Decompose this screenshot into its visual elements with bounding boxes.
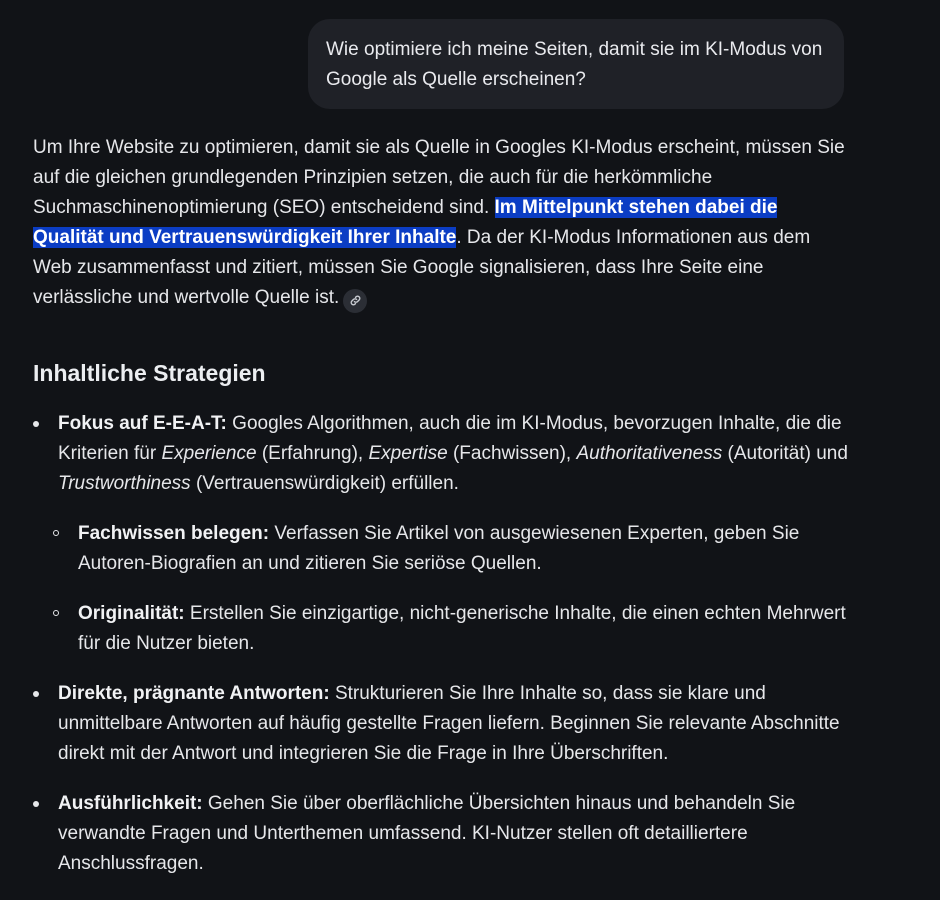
term-expertise: Expertise: [368, 443, 448, 464]
section-heading: Inhaltliche Strategien: [33, 360, 266, 386]
list-item-text: (Vertrauenswürdigkeit) erfüllen.: [190, 473, 459, 494]
intro-paragraph: [33, 133, 848, 313]
list-item: [33, 789, 848, 879]
list-item-text: (Fachwissen),: [447, 443, 577, 464]
sub-item-text: Verfassen Sie Artikel von ausgewiesenen Experten, geben Sie Autoren-Biografien an und zitieren Sie seriöse Quellen.: [78, 523, 800, 574]
highlighted-text[interactable]: Im Mittelpunkt stehen dabei die Qualität und Vertrauenswürdigkeit Ihrer Inhalte: [33, 197, 778, 248]
term-experience: Experience: [161, 443, 257, 464]
intro-text-after: . Da der KI-Modus Informationen aus dem Web zusammenfasst und zitiert, müssen Sie Google signalisieren, dass Ihre Seite eine verlässliche und wertvolle Quelle ist.: [33, 227, 811, 308]
list-item-text: (Erfahrung),: [256, 443, 369, 464]
link-icon: [349, 294, 362, 307]
list-item-eeat: [33, 409, 848, 659]
sub-list-item: [53, 519, 848, 579]
list-item-label: Fokus auf E-E-A-T:: [58, 413, 227, 434]
sub-list-item: [53, 599, 848, 659]
term-authoritativeness: Authoritativeness: [576, 443, 723, 464]
term-trustworthiness: Trustworthiness: [58, 473, 191, 494]
list-item: [33, 679, 848, 769]
ai-answer: [33, 133, 848, 899]
list-item-text: Gehen Sie über oberflächliche Übersichten hinaus und behandeln Sie verwandte Fragen und Unterthemen umfassend. KI-Nutzer stellen oft detailliertere Anschlussfragen.: [58, 793, 796, 874]
list-item-text: Googles Algorithmen, auch die im KI-Modus, bevorzugen Inhalte, die die Kriterien für: [58, 413, 842, 464]
source-link-button[interactable]: [343, 289, 367, 313]
sub-item-label: Originalität:: [78, 603, 185, 624]
user-message-text: Wie optimiere ich meine Seiten, damit sie im KI-Modus von Google als Quelle erscheinen?: [326, 39, 823, 90]
strategy-list: [33, 409, 848, 879]
intro-text-before: Um Ihre Website zu optimieren, damit sie als Quelle in Googles KI-Modus erscheint, müssen Sie auf die gleichen grundlegenden Prinzipien setzen, die auch für die herkömmliche Suchmaschinenoptimierung (SEO) entscheidend sind.: [33, 137, 845, 218]
sub-item-label: Fachwissen belegen:: [78, 523, 270, 544]
list-item-text: (Autorität) und: [722, 443, 848, 464]
sub-item-text: Erstellen Sie einzigartige, nicht-generische Inhalte, die einen echten Mehrwert für die Nutzer bieten.: [78, 603, 846, 654]
list-item-label: Ausführlichkeit:: [58, 793, 203, 814]
user-message-bubble: [308, 19, 844, 109]
sub-list: [53, 519, 848, 659]
list-item-label: Direkte, prägnante Antworten:: [58, 683, 330, 704]
list-item-text: Strukturieren Sie Ihre Inhalte so, dass sie klare und unmittelbare Antworten auf häufig gestellte Fragen liefern. Beginnen Sie relevante Abschnitte direkt mit der Antwort und integrieren Sie die Frage in Ihre Überschriften.: [58, 683, 840, 764]
